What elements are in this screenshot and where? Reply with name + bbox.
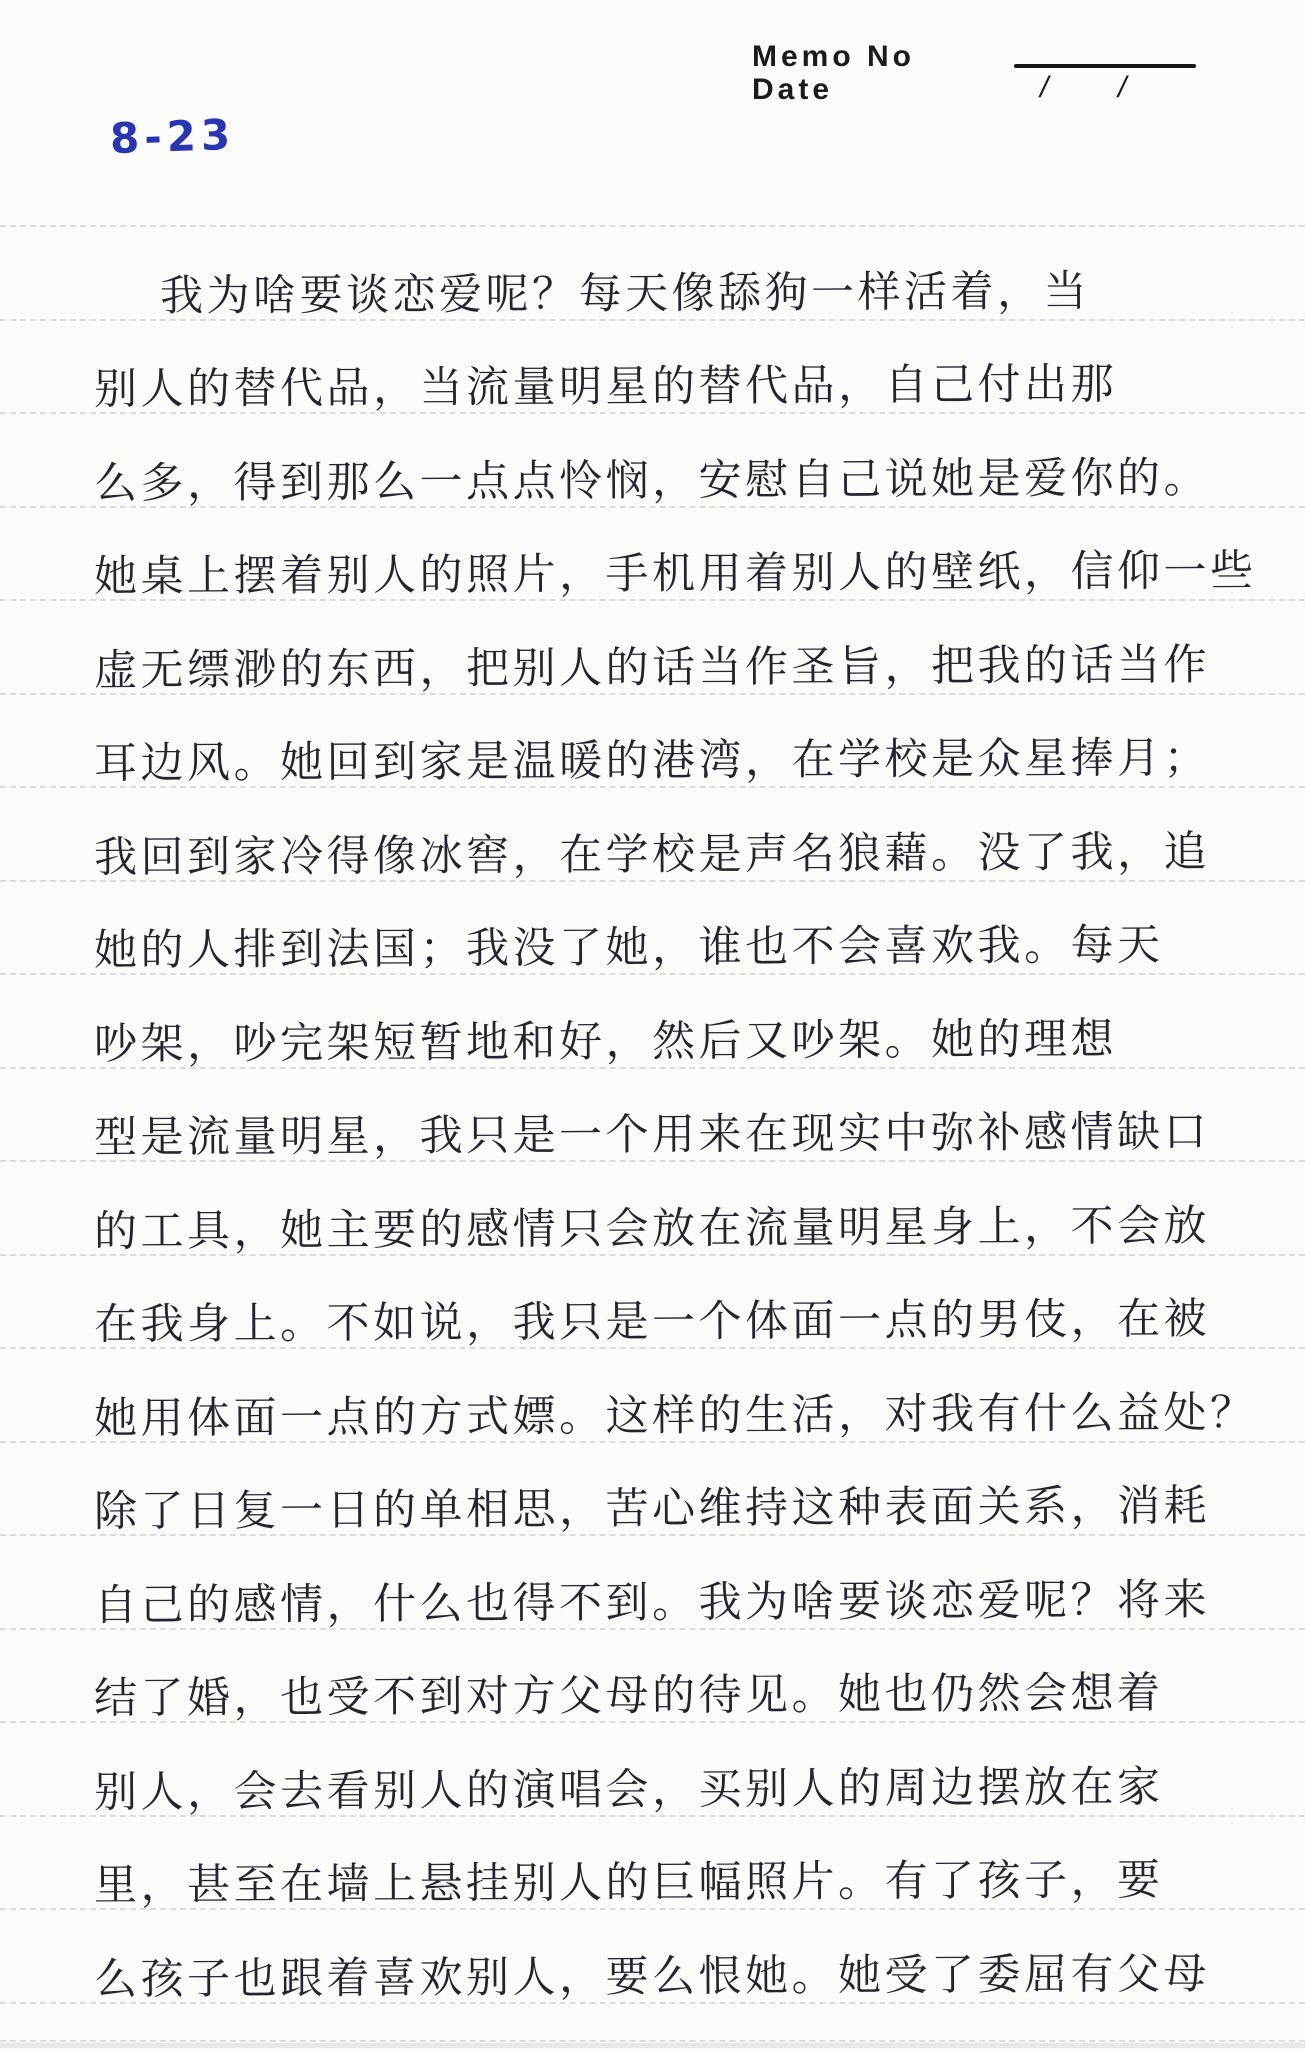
note-line	[0, 1349, 1305, 1443]
note-line	[0, 601, 1305, 695]
handwritten-date: 8-23	[109, 109, 236, 164]
note-line-text: 我为啥要谈恋爱呢？每天像舔狗一样活着，当	[159, 266, 1091, 321]
note-line-text: 吵架，吵完架短暂地和好，然后又吵架。她的理想	[93, 1013, 1118, 1070]
note-line-text: 她用体面一点的方式嫖。这样的生活，对我有什么益处？	[93, 1387, 1257, 1444]
note-line	[0, 1723, 1305, 1817]
note-line	[0, 1256, 1305, 1350]
date-label: Date	[752, 73, 834, 106]
date-slash-month: /	[1040, 71, 1053, 104]
note-line	[0, 227, 1305, 321]
note-line-text: 在我身上。不如说，我只是一个体面一点的男伎，在被	[93, 1294, 1211, 1350]
note-line-text: 她桌上摆着别人的照片，手机用着别人的壁纸，信仰一些	[93, 545, 1257, 603]
note-line-text: 别人，会去看别人的演唱会，买别人的周边摆放在家	[93, 1761, 1164, 1818]
note-line-text: 我回到家冷得像冰窖，在学校是声名狼藉。没了我，追	[93, 826, 1211, 883]
note-line-text: 的工具，她主要的感情只会放在流量明星身上，不会放	[93, 1200, 1211, 1257]
note-line	[0, 1910, 1305, 2004]
note-line	[0, 414, 1305, 508]
note-line-text: 里，甚至在墙上悬挂别人的巨幅照片。有了孩子，要	[93, 1855, 1164, 1911]
note-line	[0, 882, 1305, 976]
note-line	[0, 1817, 1305, 1911]
date-slash-day: /	[1118, 71, 1131, 104]
note-line-text: 结了婚，也受不到对方父母的待见。她也仍然会想着	[93, 1668, 1164, 1724]
note-line	[0, 695, 1305, 789]
note-body	[0, 225, 1305, 2050]
note-line	[0, 508, 1305, 602]
note-line	[0, 975, 1305, 1069]
note-line-text: 她的人排到法国；我没了她，谁也不会喜欢我。每天	[93, 920, 1164, 976]
note-line	[0, 1162, 1305, 1256]
scan-edge	[0, 2043, 1305, 2048]
memo-no-label: Memo No	[752, 40, 915, 73]
note-line	[0, 1069, 1305, 1163]
note-line	[0, 1536, 1305, 1630]
note-line-text: 型是流量明星，我只是一个用来在现实中弥补感情缺口	[93, 1107, 1211, 1163]
memo-header	[752, 40, 1212, 110]
ruled-line	[0, 2040, 1305, 2042]
note-line-text: 别人的替代品，当流量明星的替代品，自己付出那	[93, 359, 1118, 415]
note-line	[0, 1443, 1305, 1537]
note-line-text: 耳边风。她回到家是温暖的港湾，在学校是众星捧月；	[93, 733, 1211, 789]
note-line	[0, 788, 1305, 882]
note-line-text: 除了日复一日的单相思，苦心维持这种表面关系，消耗	[93, 1481, 1211, 1537]
note-line-text: 么孩子也跟着喜欢别人，要么恨她。她受了委屈有父母	[93, 1948, 1211, 2005]
note-line-text: 么多，得到那么一点点怜悯，安慰自己说她是爱你的。	[93, 452, 1211, 509]
memo-no-blank-line	[1014, 64, 1196, 68]
note-line-text: 虚无缥渺的东西，把别人的话当作圣旨，把我的话当作	[93, 639, 1211, 696]
note-line	[0, 321, 1305, 415]
note-line-text: 自己的感情，什么也得不到。我为啥要谈恋爱呢？将来	[93, 1574, 1211, 1631]
note-line	[0, 1630, 1305, 1724]
